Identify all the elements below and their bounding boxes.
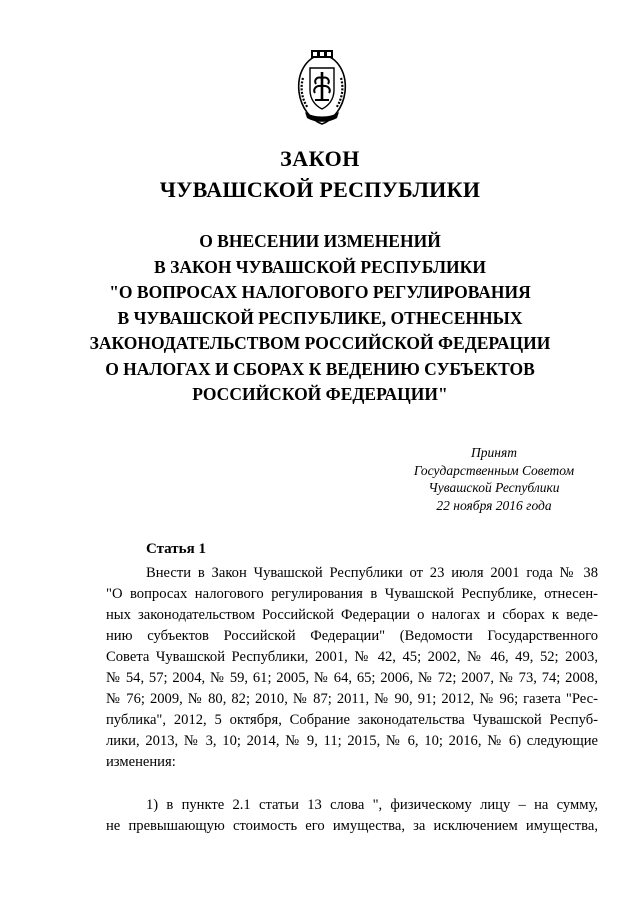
paragraph-line: лики, 2013, № 3, 10; 2014, № 9, 11; 2015, № 6, 10; 2016, № 6) следующие xyxy=(106,733,598,749)
paragraph-line: № 76; 2009, № 80, 82; 2010, № 87; 2011, № 90, 91; 2012, № 96; газета "Рес- xyxy=(106,691,598,707)
adoption-line: Чувашской Республики xyxy=(428,480,560,495)
subtitle-line: О ВНЕСЕНИИ ИЗМЕНЕНИЙ xyxy=(199,231,441,251)
paragraph-line: Внести в Закон Чувашской Республики от 23 июля 2001 года № 38 xyxy=(146,565,598,581)
law-title: ЗАКОН xyxy=(280,146,360,171)
subtitle-line: О НАЛОГАХ И СБОРАХ К ВЕДЕНИЮ СУБЪЕКТОВ xyxy=(105,358,535,379)
subtitle-line: РОССИЙСКОЙ ФЕДЕРАЦИИ" xyxy=(192,384,448,404)
adoption-line: Государственным Советом xyxy=(413,462,575,478)
paragraph-line: изменения: xyxy=(106,754,176,770)
article-paragraph xyxy=(106,795,598,837)
subtitle-line: В ЧУВАШСКОЙ РЕСПУБЛИКЕ, ОТНЕСЕННЫХ xyxy=(117,307,523,328)
paragraph-line: нию субъектов Российской Федерации" (Ведомости Государственного xyxy=(106,628,598,644)
paragraph-line: ных законодательством Российской Федерации о налогах и сборах к веде- xyxy=(106,607,598,623)
chuvash-republic-coat-of-arms-icon xyxy=(291,48,353,128)
article-heading: Статья 1 xyxy=(146,541,206,557)
adoption-date: 22 ноября 2016 года xyxy=(436,497,552,513)
paragraph-line: Совета Чувашской Республики, 2001, № 42, 45; 2002, № 46, 49, 52; 2003, xyxy=(106,649,598,665)
paragraph-line: № 54, 57; 2004, № 59, 61; 2005, № 64, 65; 2006, № 72; 2007, № 73, 74; 2008, xyxy=(106,670,598,686)
paragraph-line: публика", 2012, 5 октября, Собрание законодательства Чувашской Респуб- xyxy=(106,712,598,728)
subtitle-line: В ЗАКОН ЧУВАШСКОЙ РЕСПУБЛИКИ xyxy=(154,256,486,277)
article-paragraph xyxy=(106,563,598,773)
law-subtitle xyxy=(0,229,640,408)
law-title-region: ЧУВАШСКОЙ РЕСПУБЛИКИ xyxy=(159,177,481,202)
paragraph-line: не превышающую стоимость его имущества, за исключением имущества, xyxy=(106,818,598,834)
subtitle-line: ЗАКОНОДАТЕЛЬСТВОМ РОССИЙСКОЙ ФЕДЕРАЦИИ xyxy=(89,333,551,353)
subtitle-line: "О ВОПРОСАХ НАЛОГОВОГО РЕГУЛИРОВАНИЯ xyxy=(109,282,531,302)
adoption-note xyxy=(380,444,608,514)
adoption-line: Принят xyxy=(471,445,517,460)
paragraph-line: "О вопросах налогового регулирования в Чувашской Республике, отнесен- xyxy=(106,586,598,602)
paragraph-line: 1) в пункте 2.1 статьи 13 слова ", физическому лицу – на сумму, xyxy=(146,797,598,813)
